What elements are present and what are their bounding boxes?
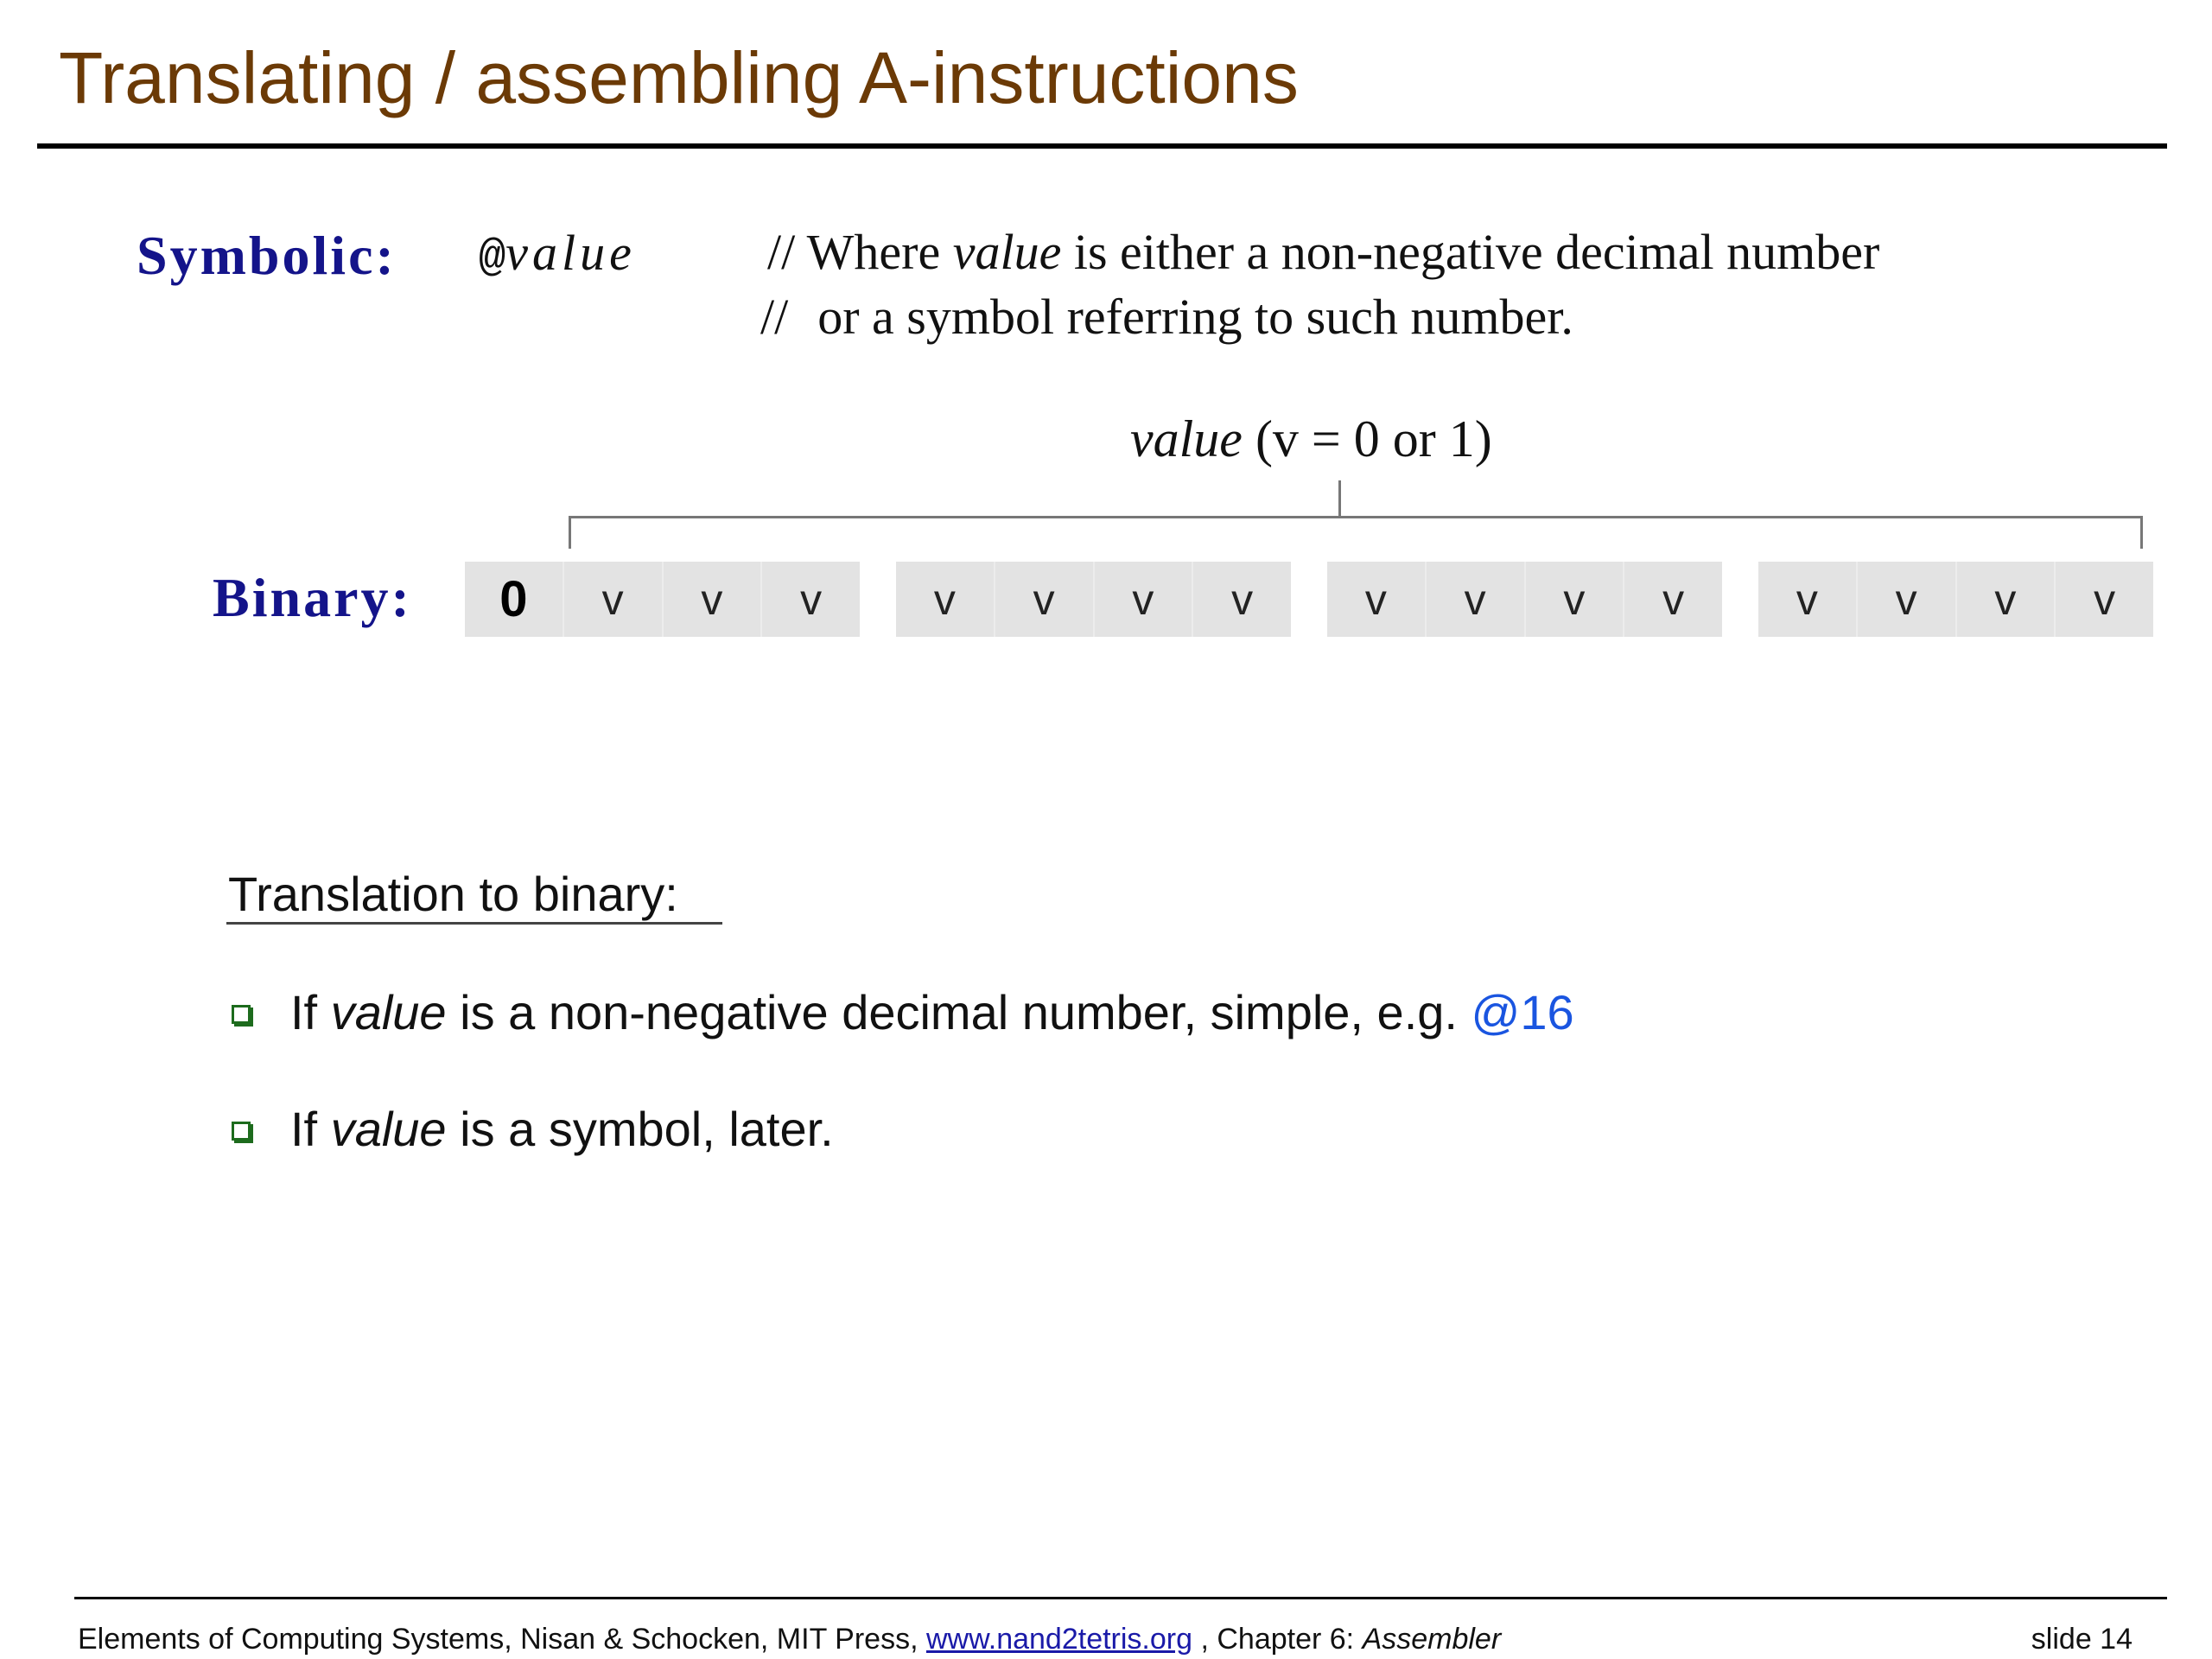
value-annotation-rest: (v = 0 or 1): [1242, 410, 1492, 467]
bullet-1-middle: is a non-negative decimal number, simple, e.g.: [446, 985, 1471, 1039]
title-divider: [37, 143, 2167, 149]
footer-middle: , Chapter 6:: [1192, 1623, 1363, 1656]
value-bit: v: [1192, 562, 1291, 637]
bullet-1-code-example: @16: [1471, 985, 1574, 1039]
bit-group-4: [1758, 562, 2153, 637]
value-annotation: [1130, 410, 1492, 467]
value-bracket-right-tick: [2140, 516, 2143, 549]
bullet-item-2: [290, 1102, 834, 1156]
comment-1-suffix: is either a non-negative decimal number: [1061, 224, 1880, 280]
translation-heading: Translation to binary:: [228, 867, 678, 921]
value-bracket-center-tick: [1338, 480, 1341, 517]
bullet-2-suffix: is a symbol, later.: [446, 1102, 834, 1156]
binary-label: Binary:: [213, 567, 412, 628]
footer-divider: [74, 1597, 2167, 1599]
value-bit: v: [1425, 562, 1524, 637]
at-sign: @: [479, 232, 506, 283]
comment-line-2: [760, 289, 1573, 345]
value-bit: v: [760, 562, 860, 637]
comment-1-prefix: // Where: [767, 224, 953, 280]
bit-group-3: [1327, 562, 1722, 637]
value-bit: v: [1856, 562, 1955, 637]
bit-group-1: [465, 562, 860, 637]
value-bit: v: [994, 562, 1093, 637]
value-bit: v: [563, 562, 662, 637]
value-bit: v: [1364, 575, 1387, 624]
comment-1-italic: value: [952, 224, 1062, 280]
slide-title: Translating / assembling A-instructions: [59, 37, 1299, 118]
footer-website-link[interactable]: www.nand2tetris.org: [925, 1623, 1193, 1656]
comment-line-1: [767, 224, 1880, 280]
bullet-2-prefix: If: [290, 1102, 331, 1156]
bullet-2-italic: value: [330, 1102, 447, 1156]
comment-2-slashes: //: [760, 289, 789, 345]
square-bullet-icon: [232, 1122, 251, 1141]
value-bit: v: [1955, 562, 2055, 637]
footer-credit: [78, 1624, 1501, 1654]
value-bit: v: [2054, 562, 2153, 637]
footer-prefix: Elements of Computing Systems, Nisan & Schocken, MIT Press,: [78, 1623, 926, 1656]
value-annotation-italic: value: [1130, 410, 1243, 467]
value-bit: v: [1623, 562, 1722, 637]
value-bit: v: [933, 575, 956, 624]
symbolic-syntax: [479, 225, 636, 283]
comment-2-text: or a symbol referring to such number.: [817, 289, 1573, 345]
footer-chapter-name: Assembler: [1362, 1623, 1502, 1656]
translation-heading-underline: [226, 922, 722, 925]
opcode-bit: 0: [499, 571, 528, 627]
symbolic-label: Symbolic:: [137, 225, 397, 286]
value-bit: v: [1524, 562, 1624, 637]
bullet-1-italic: value: [330, 985, 447, 1039]
value-bit: v: [1093, 562, 1192, 637]
symbolic-value: value: [505, 225, 636, 281]
bit-group-2: [896, 562, 1291, 637]
bullet-item-1: [290, 985, 1574, 1039]
value-bit: v: [1796, 575, 1818, 624]
value-bit: v: [662, 562, 761, 637]
bullet-1-prefix: If: [290, 985, 331, 1039]
slide-number: slide 14: [2031, 1623, 2133, 1656]
square-bullet-icon: [232, 1005, 251, 1024]
value-bracket-horizontal: [569, 516, 2143, 518]
value-bracket-left-tick: [569, 516, 571, 549]
